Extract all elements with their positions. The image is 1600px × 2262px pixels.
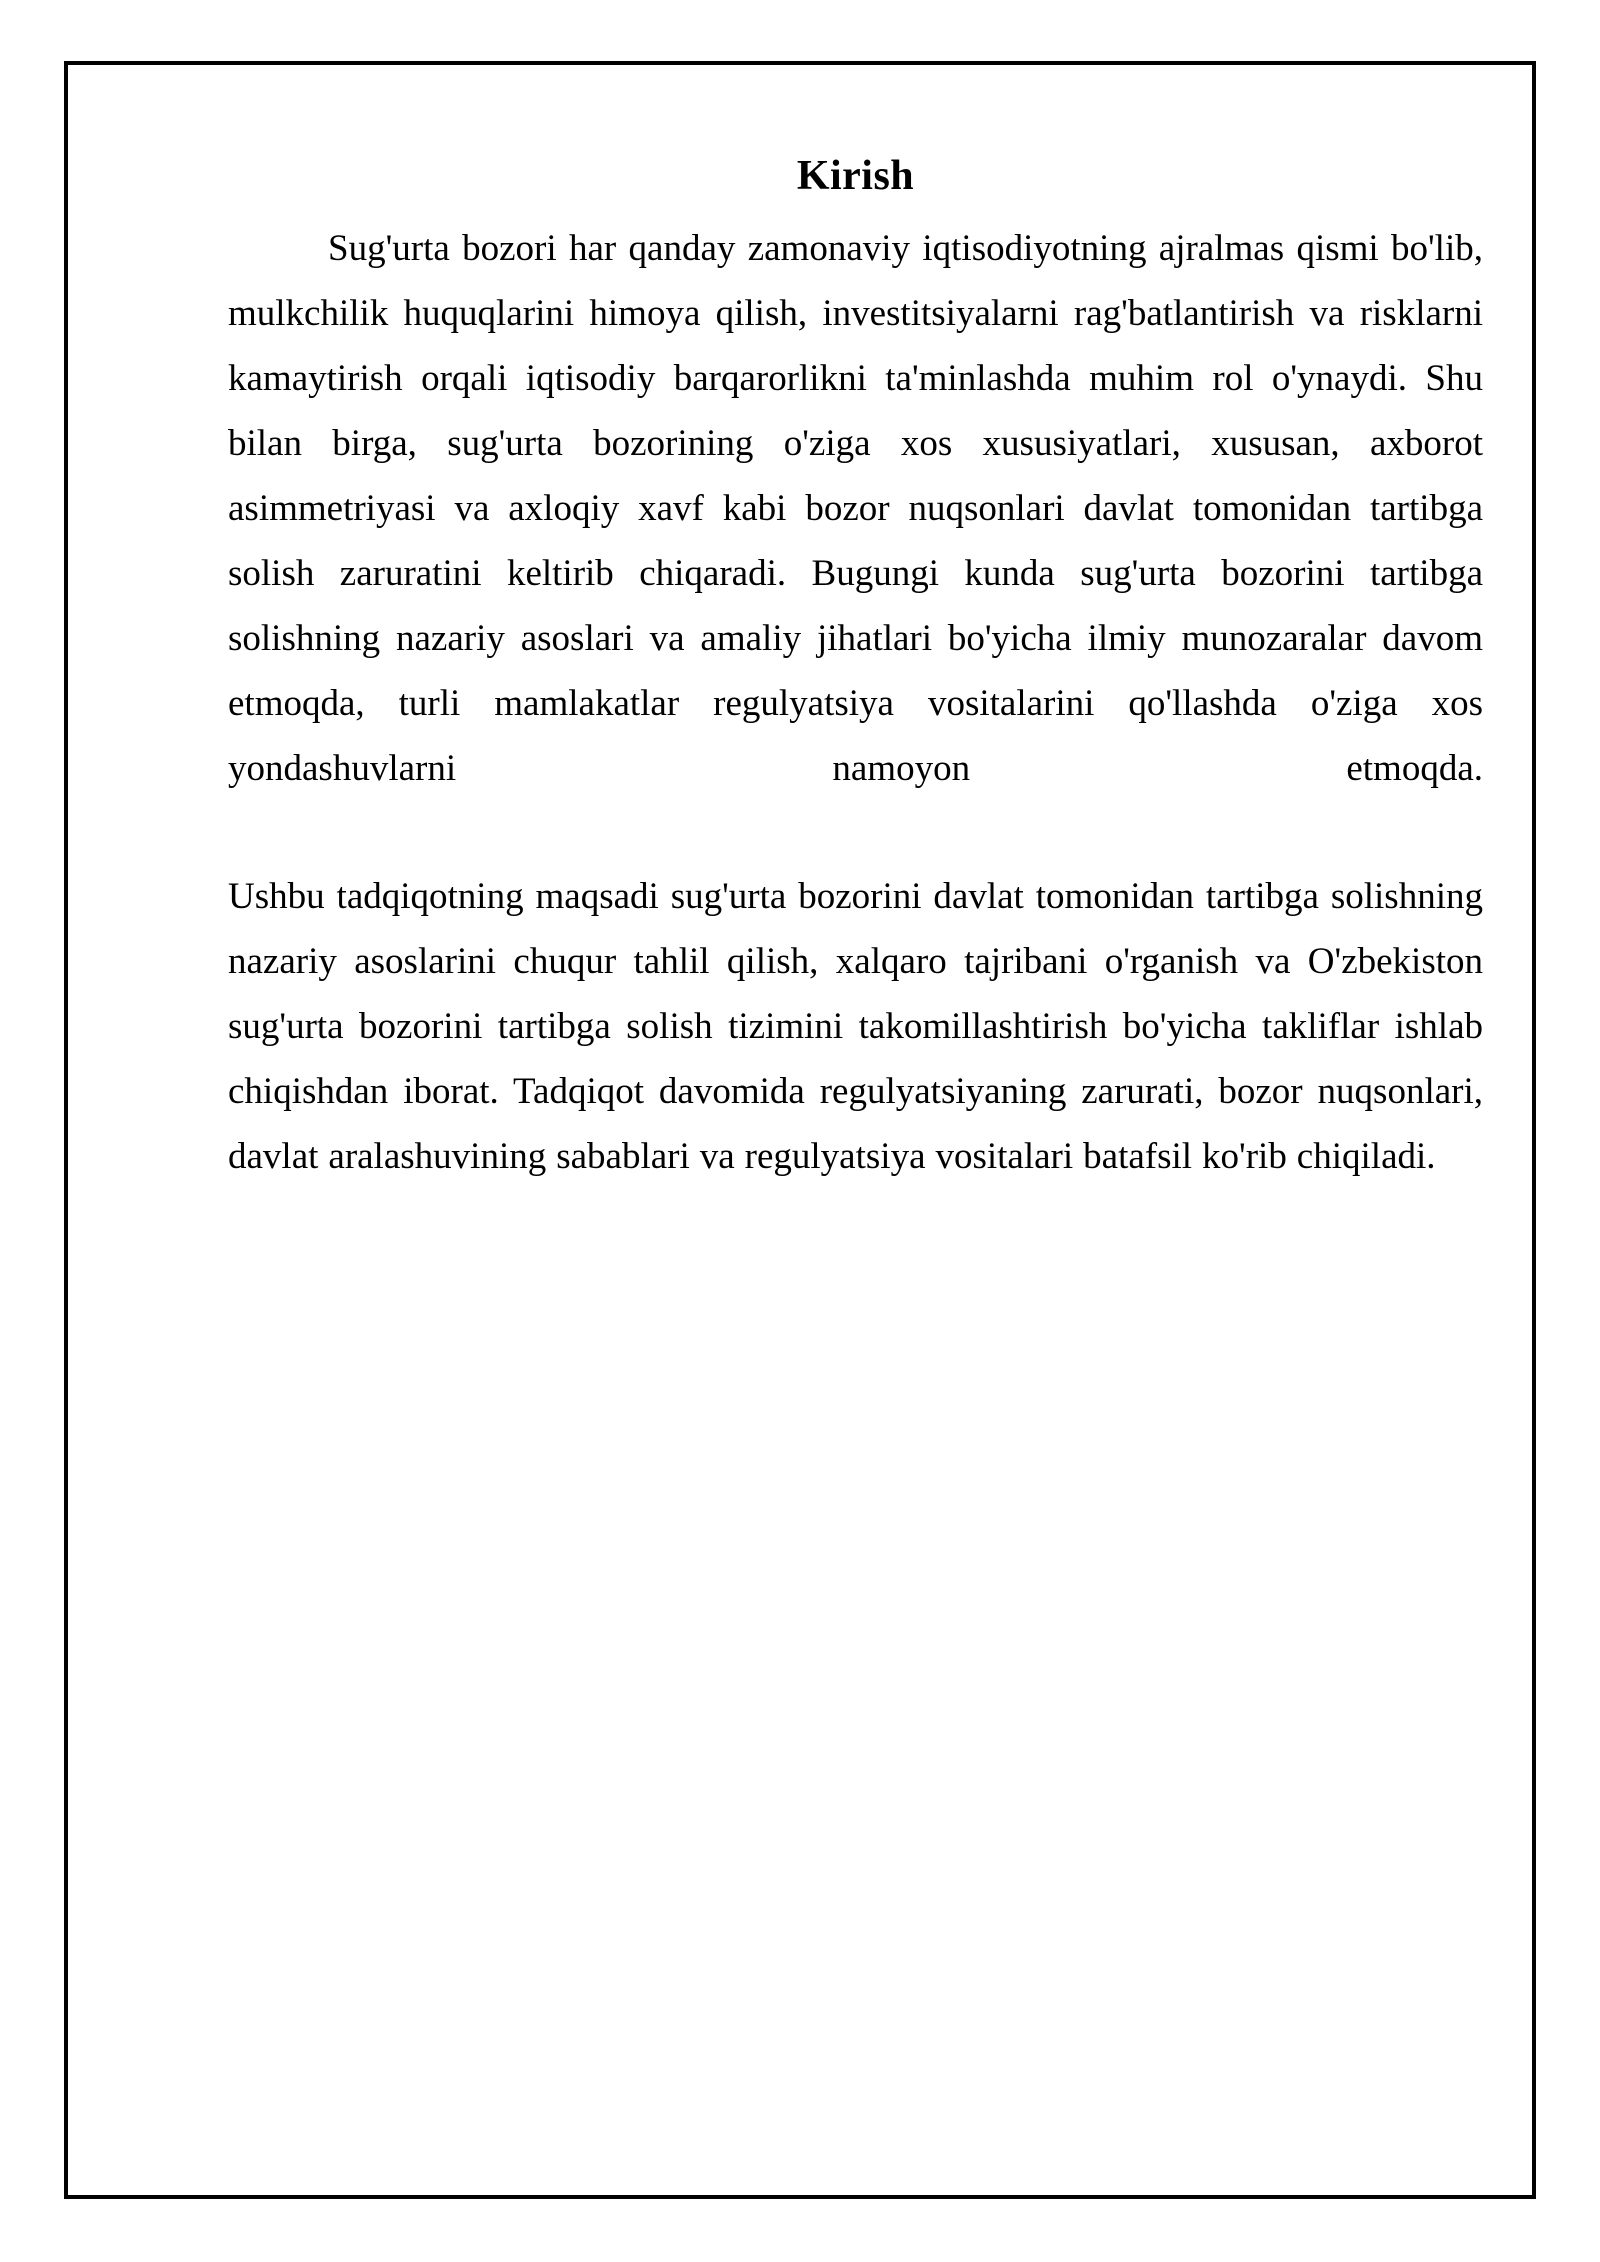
text-line: mulkchilik huquqlarini himoya qilish, investitsiyalarni rag'batlantirish va risklarni [228, 293, 1483, 334]
document-body [228, 216, 1483, 1189]
paragraph-1 [228, 216, 1483, 801]
text-line: Ushbu tadqiqotning maqsadi sug'urta bozorini davlat tomonidan tartibga solishning [228, 876, 1483, 917]
text-line: solish zaruratini keltirib chiqaradi. Bugungi kunda sug'urta bozorini tartibga [228, 553, 1483, 594]
text-line: davlat aralashuvining sabablari va regulyatsiya vositalari batafsil ko'rib chiqiladi. [228, 1136, 1436, 1177]
section-title: Kirish [796, 153, 915, 199]
text-line: yondashuvlarni namoyon etmoqda. [228, 748, 1483, 789]
text-line: chiqishdan iborat. Tadqiqot davomida regulyatsiyaning zarurati, bozor nuqsonlari, [228, 1071, 1483, 1112]
text-line: nazariy asoslarini chuqur tahlil qilish, xalqaro tajribani o'rganish va O'zbekiston [228, 941, 1483, 982]
text-line: kamaytirish orqali iqtisodiy barqarorlikni ta'minlashda muhim rol o'ynaydi. Shu [228, 358, 1483, 399]
text-line: solishning nazariy asoslari va amaliy jihatlari bo'yicha ilmiy munozaralar davom [228, 618, 1483, 659]
text-line: etmoqda, turli mamlakatlar regulyatsiya vositalarini qo'llashda o'ziga xos [228, 683, 1483, 724]
text-line: sug'urta bozorini tartibga solish tizimini takomillashtirish bo'yicha takliflar ishlab [228, 1006, 1483, 1047]
text-line: bilan birga, sug'urta bozorining o'ziga xos xususiyatlari, xususan, axborot [228, 423, 1483, 464]
text-line: Sug'urta bozori har qanday zamonaviy iqtisodiyotning ajralmas qismi bo'lib, [328, 228, 1483, 269]
paragraph-2 [228, 864, 1483, 1189]
text-line: asimmetriyasi va axloqiy xavf kabi bozor nuqsonlari davlat tomonidan tartibga [228, 488, 1483, 529]
